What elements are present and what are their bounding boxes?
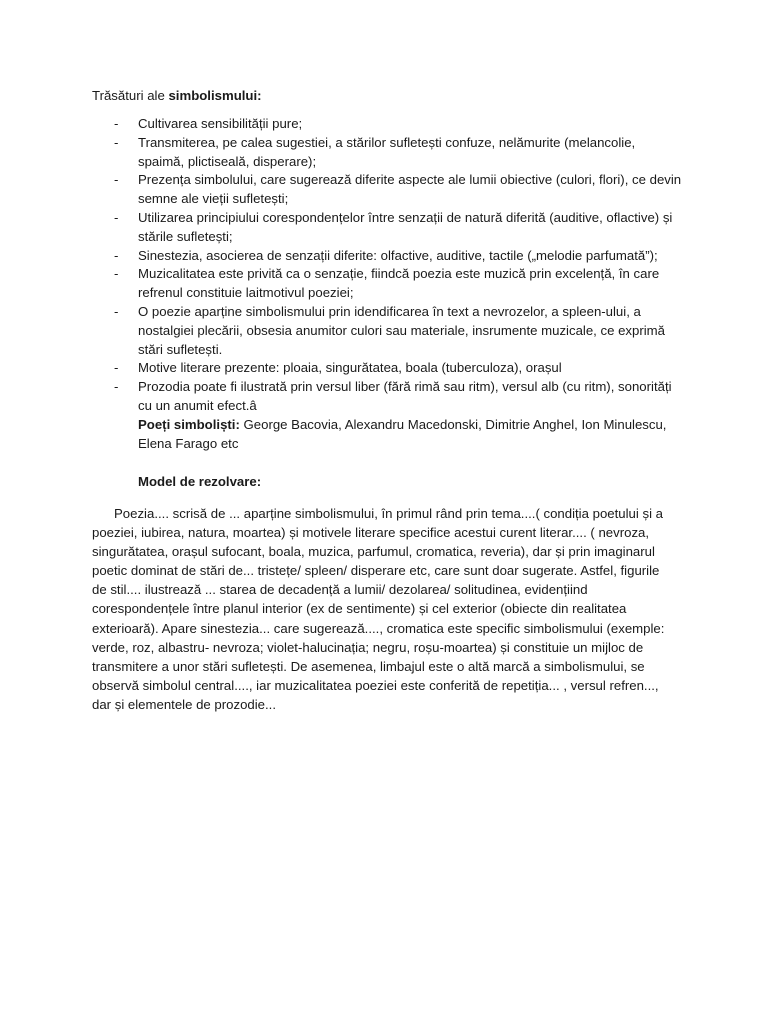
bullet-dash: - — [114, 379, 119, 395]
list-item-text: Muzicalitatea este privită ca o senzație, fiindcă poezia este muzică prin excelență, în care refrenul constituie laitmotivul poeziei; — [138, 266, 660, 301]
poets-names: George Bacovia, Alexandru Macedonski, Dimitrie Anghel, Ion Minulescu, Elena Farago etc — [138, 417, 667, 451]
list-item — [92, 303, 682, 359]
list-item — [92, 171, 682, 209]
bullet-dash: - — [114, 360, 119, 376]
bullet-dash: - — [114, 247, 119, 263]
list-item-text: Prozodia poate fi ilustrată prin versul liber (fără rimă sau ritm), versul alb (cu ritm), sonorități cu un anumit efect.â — [138, 379, 672, 413]
bullet-dash: - — [114, 172, 119, 188]
poets-line — [138, 416, 678, 454]
list-item-text: O poezie aparține simbolismului prin idendificarea în text a nevrozelor, a spleen-ului, a nostalgiei plecării, obsesia anumitor culori sau materiale, insrumente muzicale, ce exprimă stări sufletești. — [138, 303, 666, 357]
list-item — [92, 378, 682, 416]
heading-prefix: Trăsături ale — [92, 88, 169, 103]
list-item — [92, 359, 682, 378]
poets-label: Poeți simboliști: — [138, 417, 240, 432]
list-item-text: Cultivarea sensibilității pure; — [138, 116, 303, 131]
list-item — [92, 115, 682, 134]
list-item — [92, 209, 682, 247]
list-item — [92, 265, 682, 303]
section-heading — [92, 86, 262, 105]
list-item-text: Utilizarea principiului corespondențelor între senzații de natură diferită (auditive, oflactive) și stările sufletești; — [138, 209, 673, 244]
model-paragraph: Poezia.... scrisă de ... aparține simbolismului, în primul rând prin tema....( condiția poetului și a poeziei, iubirea, natura, moartea) și motivele literare specifice acestui curent literar.... ( nevroza, singurătatea, orașul sufocant, boala, muzica, parfumul, cromatica, reveria), dar și prin imaginarul poetic dominat de stări de... tristețe/ spleen/ disperare etc, care sunt doar sugerate. Astfel, figurile de stil.... ilustrează ... starea de decadență a lumii/ dezolarea/ solitudinea, evidențiind corespondențele între planul interior (ex de sentimente) și cel exterior (obiecte din realitatea exterioară). Apare sinestezia... care sugerează...., cromatica este specific simbolismului (exemple: verde, roz, albastru- nevroza; violet-halucinația; negru, roșu-moartea) și constituie un mijloc de transmitere a unor stări sufletești. De asemenea, limbajul este o altă marcă a simbolismului, se observă simbolul central...., iar muzicalitatea poeziei este conferită de repetiția... , versul refren..., dar și elementele de prozodie... — [92, 506, 665, 712]
list-item — [92, 134, 682, 172]
list-item-text: Motive literare prezente: ploaia, singurătatea, boala (tuberculoza), orașul — [138, 360, 562, 376]
model-title: Model de rezolvare: — [138, 474, 262, 489]
list-item-text: Prezența simbolului, care sugerează diferite aspecte ale lumii obiective (culori, flori), ce devin semne ale vieții sufletești; — [138, 172, 682, 207]
list-item-text: Transmiterea, pe calea sugestiei, a stărilor sufletești confuze, nelămurite (melancolie, spaimă, plictiseală, disperare); — [138, 134, 636, 169]
bullet-dash: - — [114, 209, 119, 225]
heading-bold: simbolismului: — [168, 88, 262, 103]
list-item — [92, 247, 682, 266]
bullet-dash: - — [114, 303, 119, 319]
bullet-dash: - — [114, 266, 119, 282]
list-item-text: Sinestezia, asocierea de senzații diferite: olfactive, auditive, tactile („melodie parfumată”); — [138, 247, 658, 263]
features-list — [92, 115, 682, 416]
bullet-dash: - — [114, 134, 119, 150]
bullet-dash: - — [114, 116, 119, 131]
